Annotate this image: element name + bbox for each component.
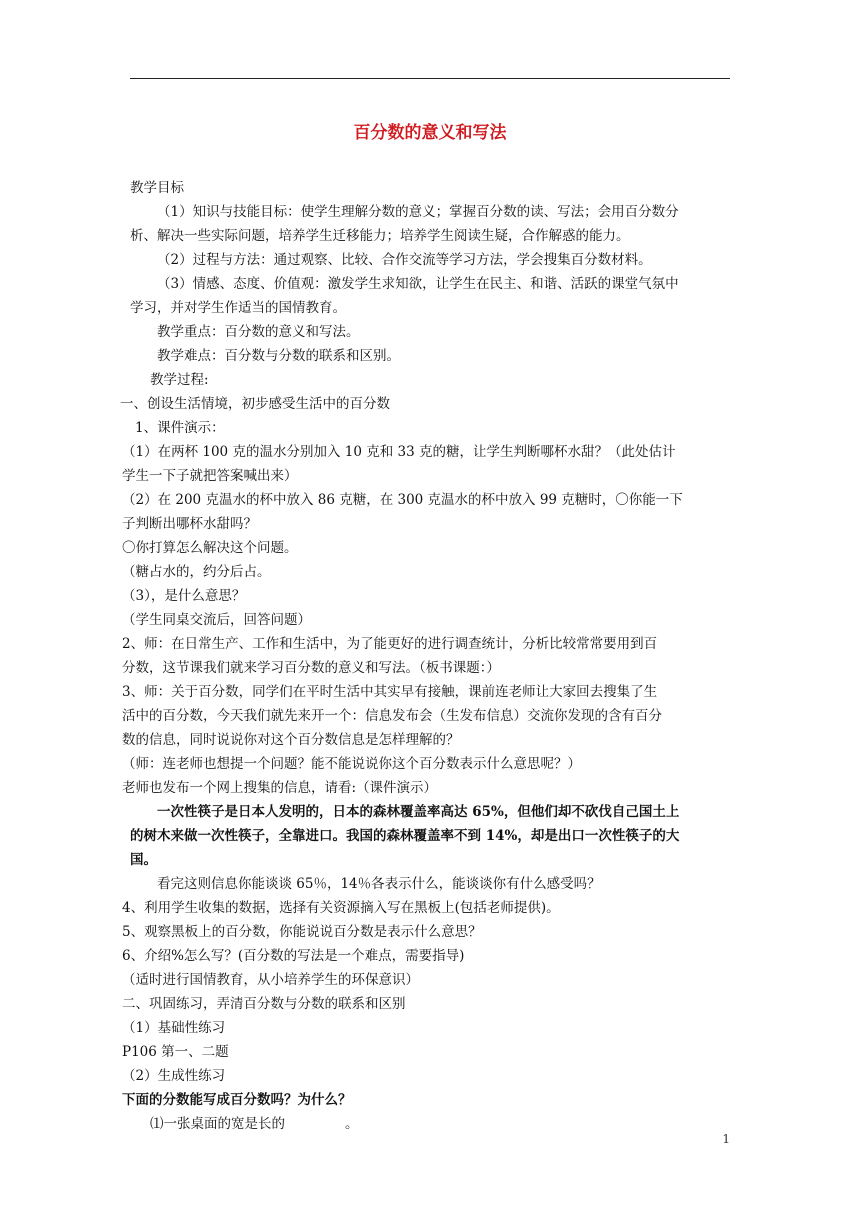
paragraph: 教学过程:: [150, 372, 209, 388]
paragraph: 看完这则信息你能谈谈 65％，14％各表示什么，能谈谈你有什么感受吗？: [157, 876, 601, 892]
document-body: [120, 176, 730, 1136]
exercise-end: 。: [345, 1116, 359, 1132]
paragraph: 学习，并对学生作适当的国情教育。: [130, 300, 346, 316]
paragraph: 〇你打算怎么解决这个问题。: [122, 540, 298, 556]
paragraph: （2）生成性练习: [122, 1068, 226, 1084]
paragraph: 3、师：关于百分数，同学们在平时生活中其实早有接触，课前连老师让大家回去搜集了生: [122, 684, 658, 700]
paragraph: 教学重点：百分数的意义和写法。: [157, 324, 360, 340]
bold-paragraph: 的树木来做一次性筷子，全靠进口。我国的森林覆盖率不到 14%，却是出口一次性筷子的大: [130, 828, 680, 844]
paragraph: （适时进行国情教育，从小培养学生的环保意识）: [122, 972, 419, 988]
paragraph: 6、介绍%怎么写？(百分数的写法是一个难点，需要指导): [122, 948, 465, 964]
bold-paragraph: 国。: [130, 852, 157, 868]
paragraph: 老师也发布一个网上搜集的信息，请看:（课件演示）: [122, 780, 438, 796]
paragraph: 5、观察黑板上的百分数，你能说说百分数是表示什么意思？: [122, 924, 482, 940]
page-number: 1: [722, 1132, 730, 1146]
bold-question: 下面的分数能写成百分数吗？为什么？: [122, 1092, 352, 1108]
paragraph: 教学难点：百分数与分数的联系和区别。: [157, 348, 400, 364]
paragraph: P106 第一、二题: [122, 1044, 229, 1060]
paragraph: （学生同桌交流后，回答问题）: [122, 612, 311, 628]
header-rule: [130, 78, 730, 79]
text: （1）知识与技能目标：使学生理解分数的意义；掌握百分数的读、写法；会用百分数分: [157, 204, 679, 220]
section-heading: 一、创设生活情境，初步感受生活中的百分数: [120, 396, 390, 412]
paragraph: [130, 200, 730, 224]
bold-paragraph: 一次性筷子是日本人发明的，日本的森林覆盖率高达 65%，但他们却不砍伐自己国土上: [157, 804, 680, 820]
paragraph: 2、师：在日常生产、工作和生活中，为了能更好的进行调查统计，分析比较常常要用到百: [122, 636, 658, 652]
paragraph: （2）过程与方法：通过观察、比较、合作交流等学习方法，学会搜集百分数材料。: [157, 252, 652, 268]
page-title: 百分数的意义和写法: [353, 123, 507, 143]
paragraph: 分数，这节课我们就来学习百分数的意义和写法。（板书课题：）: [122, 660, 500, 676]
paragraph: 学生一下子就把答案喊出来）: [122, 468, 298, 484]
paragraph: 活中的百分数，今天我们就先来开一个：信息发布会（生发布信息）交流你发现的含有百分: [122, 708, 662, 724]
paragraph: （3），是什么意思？: [122, 588, 246, 604]
paragraph: （1）在两杯 100 克的温水分别加入 10 克和 33 克的糖，让学生判断哪杯水甜？（此处估计: [122, 444, 676, 460]
paragraph: 4、利用学生收集的数据，选择有关资源摘入写在黑板上(包括老师提供)。: [122, 900, 560, 916]
paragraph: （师：连老师也想提一个问题？能不能说说你这个百分数表示什么意思呢？）: [122, 756, 581, 772]
paragraph: 析、解决一些实际问题，培养学生迁移能力；培养学生阅读生疑，合作解惑的能力。: [130, 228, 630, 244]
paragraph: 子判断出哪杯水甜吗？: [122, 516, 257, 532]
exercise-item: [130, 1112, 730, 1136]
objectives-heading: 教学目标: [130, 180, 184, 196]
paragraph: （3）情感、态度、价值观：激发学生求知欲，让学生在民主、和谐、活跃的课堂气氛中: [157, 276, 679, 292]
paragraph: （糖占水的，约分后占。: [122, 564, 271, 580]
exercise-text: ⑴一张桌面的宽是长的: [150, 1116, 285, 1132]
paragraph: 1、课件演示：: [135, 420, 225, 436]
paragraph: （2）在 200 克温水的杯中放入 86 克糖，在 300 克温水的杯中放入 99 克糖时，〇你能一下: [122, 492, 683, 508]
paragraph: （1）基础性练习: [122, 1020, 226, 1036]
section-heading: 二、巩固练习，弄清百分数与分数的联系和区别: [122, 996, 406, 1012]
paragraph: 数的信息，同时说说你对这个百分数信息是怎样理解的？: [122, 732, 460, 748]
